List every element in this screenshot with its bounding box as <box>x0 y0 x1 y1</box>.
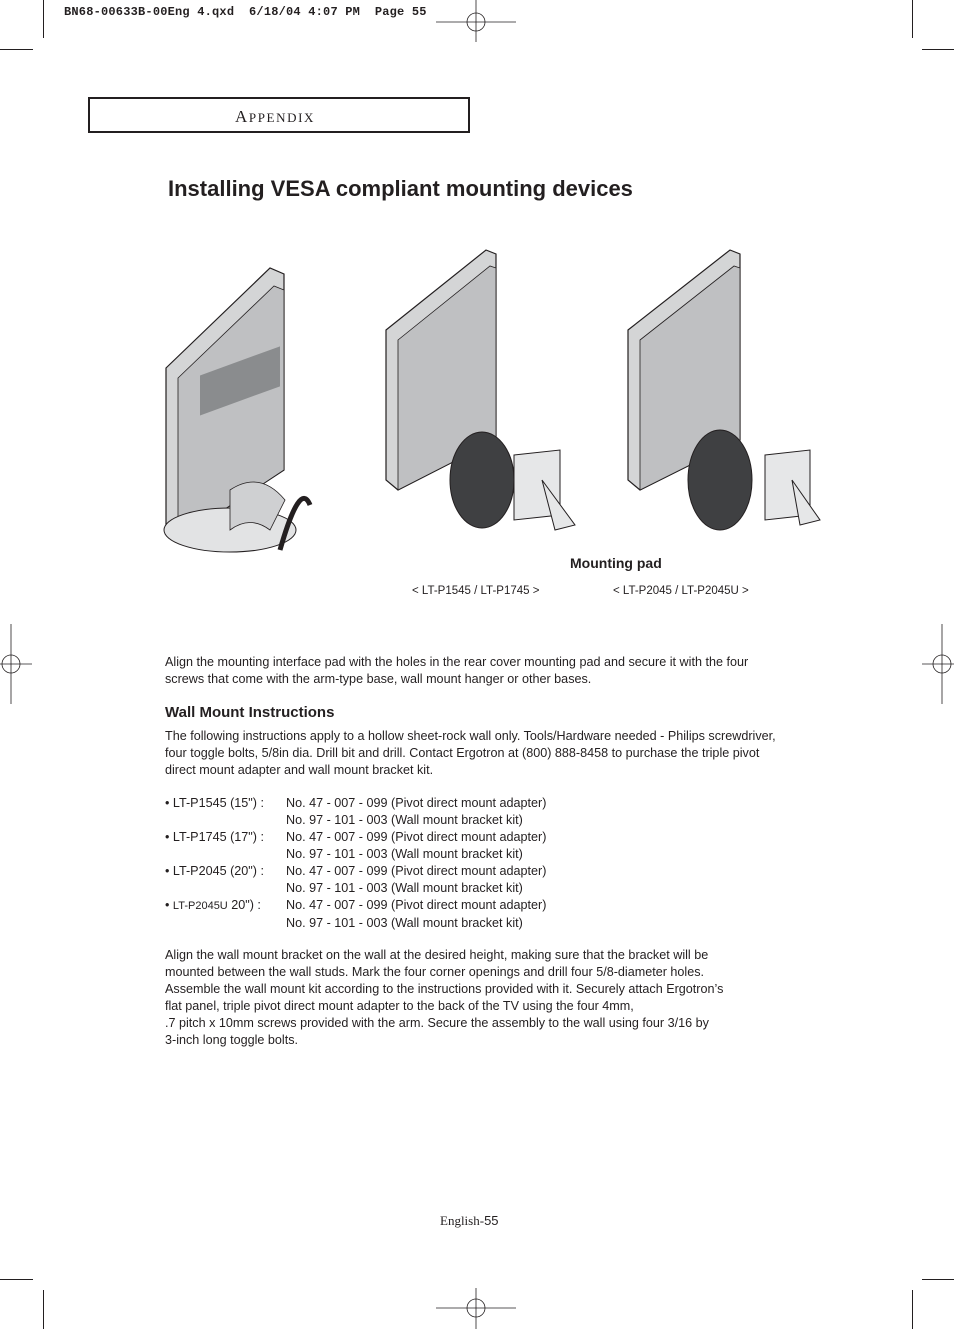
section-header-box <box>88 97 470 133</box>
mounting-illustration <box>160 240 840 560</box>
spec-item: • LT-P1745 (17") : No. 47 - 007 - 099 (Pivot direct mount adapter) No. 97 - 101 - 003 (Wall mount bracket kit) <box>165 830 547 861</box>
caption-large-models: < LT-P2045 / LT-P2045U > <box>613 585 749 597</box>
wall-mount-heading: Wall Mount Instructions <box>165 704 335 721</box>
mounting-pad-label: Mounting pad <box>570 555 662 571</box>
monitor-small-models-illustration <box>386 250 575 530</box>
page-footer <box>440 1213 499 1229</box>
intro-paragraph: Align the mounting interface pad with the holes in the rear cover mounting pad and secure it with the four screws that come with the arm-type base, wall mount hanger or other bases. <box>165 655 749 686</box>
section-label: APPENDIX <box>235 107 315 126</box>
file-slug-line: BN68-00633B-00Eng 4.qxd 6/18/04 4:07 PM Page 55 <box>64 5 427 19</box>
spec-item: • LT-P1545 (15") : No. 47 - 007 - 099 (Pivot direct mount adapter) No. 97 - 101 - 003 (Wall mount bracket kit) <box>165 796 547 827</box>
page-number: 55 <box>484 1213 499 1228</box>
caption-small-models: < LT-P1545 / LT-P1745 > <box>412 585 540 597</box>
spec-item: • LT-P2045U 20") : No. 47 - 007 - 099 (Pivot direct mount adapter) No. 97 - 101 - 003 (Wall mount bracket kit) <box>165 898 547 930</box>
model-spec-list <box>165 795 785 932</box>
mounting-steps-paragraph: Align the wall mount bracket on the wall at the desired height, making sure that the bracket will be mounted between the wall studs. Mark the four corner openings and drill four 5/8-diameter holes. Assemble the wall mount kit according to the instructions provided with it. Securely attach Ergotron’s flat panel, triple pivot direct mount adapter to the back of the TV using the four 4mm, .7 pitch x 10mm screws provided with the arm. Secure the assembly to the wall using four 3/16 by 3-inch long toggle bolts. <box>165 948 724 1047</box>
monitor-with-stand-illustration <box>164 268 310 552</box>
monitor-large-models-illustration <box>628 250 820 530</box>
page-title: Installing VESA compliant mounting devices <box>168 176 633 201</box>
footer-language: English- <box>440 1213 485 1228</box>
spec-item: • LT-P2045 (20") : No. 47 - 007 - 099 (Pivot direct mount adapter) No. 97 - 101 - 003 (Wall mount bracket kit) <box>165 864 547 895</box>
wall-mount-description: The following instructions apply to a hollow sheet-rock wall only. Tools/Hardware needed - Philips screwdriver, four toggle bolts, 5/8in dia. Drill bit and drill. Contact Ergotron at (800) 888-8458 to purchase the triple pivot direct mount adapter and wall mount bracket kit. <box>165 729 776 777</box>
